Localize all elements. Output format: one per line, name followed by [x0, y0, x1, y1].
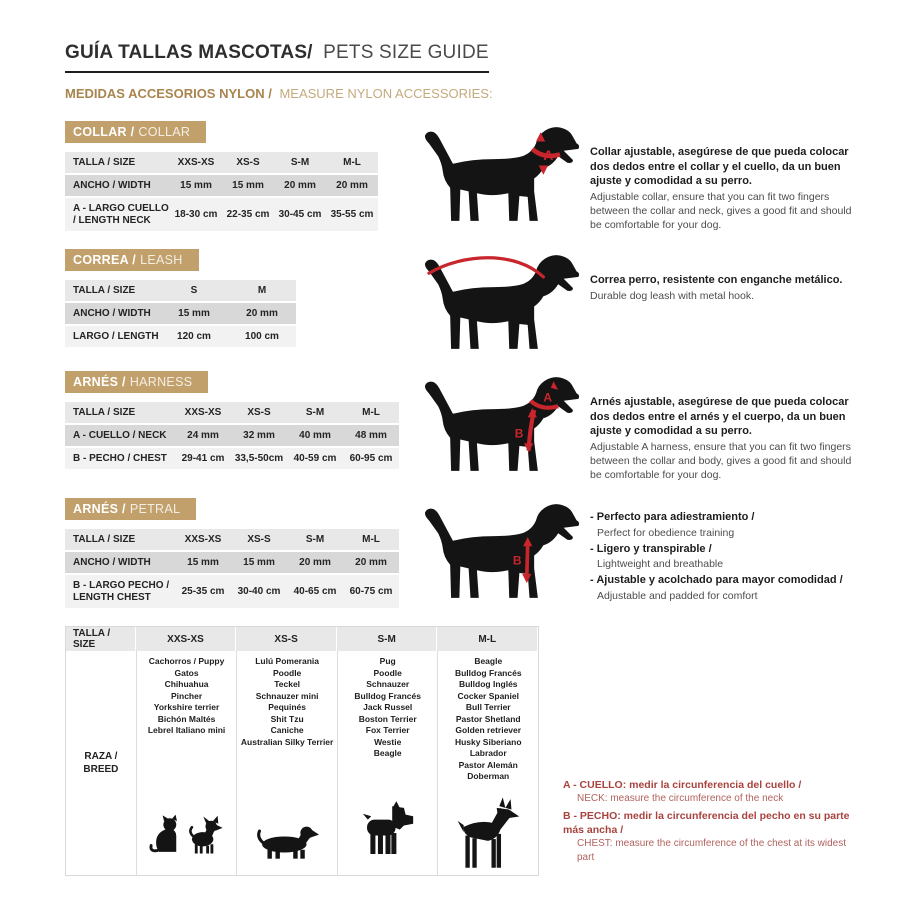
breed-name: Pastor Shetland [455, 713, 521, 724]
harness-badge-en: HARNESS [129, 375, 193, 389]
collar-desc-es: Collar ajustable, asegúrese de que pueda colocar dos dedos entre el collar y el cuello, da un buen ajuste y comodidad a su perro. [590, 146, 849, 188]
breed-name: Husky Siberiano [454, 736, 522, 747]
collar-value-cell: 30-45 cm [274, 198, 326, 231]
collar-dog-silhouette-icon [416, 117, 584, 227]
petral-bullet-es: - Ajustable y acolchado para mayor comodidad / [590, 573, 854, 588]
petral-badge-en: PETRAL [129, 502, 181, 517]
harness-value-cell: 48 mm [343, 425, 399, 446]
collar-table [65, 152, 410, 231]
leash-row-label: ANCHO / WIDTH [65, 303, 160, 324]
collar-badge [65, 121, 206, 143]
collar-value-cell: 15 mm [222, 175, 274, 196]
breed-name: Schnauzer mini [255, 690, 319, 701]
page-subtitle-en: MEASURE NYLON ACCESSORIES: [279, 86, 493, 101]
breed-name: Shit Tzu [270, 713, 304, 724]
leash-row-label: LARGO / LENGTH [65, 326, 160, 347]
leash-table-header-cell: S [160, 280, 228, 301]
petral-bullet [590, 542, 854, 572]
breed-name: Yorkshire terrier [153, 702, 220, 713]
petral-badge [65, 498, 196, 520]
doberman-silhouette-icon [455, 796, 521, 870]
petral-badge-es: ARNÉS / [73, 502, 126, 517]
collar-table-header-cell: XXS-XS [170, 152, 222, 173]
harness-value-cell: 40-59 cm [287, 448, 343, 469]
harness-value-cell: 29-41 cm [175, 448, 231, 469]
page-title [65, 42, 489, 73]
breed-name: Bulldog Francés [454, 667, 522, 678]
leash-table-header-cell: M [228, 280, 296, 301]
collar-badge-es: COLLAR / [73, 125, 135, 139]
petral-table-header-cell: XXS-XS [175, 529, 231, 550]
collar-value-cell: 35-55 cm [326, 198, 378, 231]
breed-name: Pequinés [268, 702, 307, 713]
breed-name: Golden retriever [455, 725, 522, 736]
breed-name: Beagle [474, 656, 503, 667]
breed-name: Poodle [373, 667, 402, 678]
petral-bullet [590, 510, 854, 540]
breed-name: Pug [379, 656, 396, 667]
harness-value-cell: 33,5-50cm [231, 448, 287, 469]
petral-row-label: ANCHO / WIDTH [65, 552, 175, 573]
breed-table-header-cell: S-M [337, 627, 438, 651]
breed-name: Boston Terrier [358, 713, 417, 724]
petral-table-header-cell: S-M [287, 529, 343, 550]
marker-letter-b: B [512, 553, 522, 568]
leash-value-cell: 120 cm [160, 326, 228, 347]
petral-value-cell: 40-65 cm [287, 575, 343, 608]
collar-value-cell: 15 mm [170, 175, 222, 196]
marker-letter-a: A [543, 390, 553, 405]
note-neck-es: A - CUELLO: medir la circunferencia del cuello / [563, 779, 802, 792]
petral-table [65, 529, 410, 608]
page-subtitle [65, 86, 860, 101]
harness-table-header-cell: XXS-XS [175, 402, 231, 423]
petral-table-header-cell: TALLA / SIZE [65, 529, 175, 550]
cat-silhouette-icon [149, 808, 182, 860]
breed-table-header-cell: M-L [437, 627, 538, 651]
breed-name: Pastor Alemán [458, 759, 518, 770]
collar-value-cell: 22-35 cm [222, 198, 274, 231]
breed-name: Bulldog Inglés [458, 679, 518, 690]
petral-bullet [590, 573, 854, 603]
harness-table-header-cell: M-L [343, 402, 399, 423]
breed-name: Westie [374, 736, 402, 747]
raza-breed-label: RAZA / BREED [83, 750, 119, 775]
leash-table [65, 280, 410, 347]
petral-table-header-cell: M-L [343, 529, 399, 550]
petral-value-cell: 25-35 cm [175, 575, 231, 608]
petral-value-cell: 30-40 cm [231, 575, 287, 608]
petral-value-cell: 20 mm [287, 552, 343, 573]
breed-name: Doberman [467, 771, 510, 782]
breed-name: Chihuahua [164, 679, 209, 690]
harness-table [65, 402, 410, 469]
leash-table-header-cell: TALLA / SIZE [65, 280, 160, 301]
leash-badge-en: LEASH [140, 253, 183, 267]
breed-name: Fox Terrier [365, 725, 410, 736]
chihuahua-silhouette-icon [187, 810, 224, 860]
harness-table-header-cell: XS-S [231, 402, 287, 423]
breed-name: Bichón Maltés [157, 713, 216, 724]
section-petral [65, 498, 860, 610]
schnauzer-silhouette-icon [362, 796, 414, 860]
measurement-notes [563, 778, 863, 867]
collar-row-label: A - LARGO CUELLO / LENGTH NECK [65, 198, 170, 231]
breed-size-area [65, 626, 860, 876]
breed-name: Poodle [272, 667, 302, 678]
breed-name: Lebrel Italiano mini [147, 725, 226, 736]
marker-letter-a: A [543, 147, 554, 163]
petral-bullet-es: - Ligero y transpirable / [590, 542, 854, 557]
collar-badge-en: COLLAR [138, 125, 191, 139]
petral-value-cell: 20 mm [343, 552, 399, 573]
leash-line-marker [429, 258, 543, 277]
breed-name: Gatos [174, 667, 199, 678]
breed-table-header-cell: TALLA / SIZE [66, 627, 136, 651]
leash-badge-es: CORREA / [73, 253, 137, 267]
breed-table [65, 626, 539, 876]
breed-name: Bulldog Francés [354, 690, 421, 701]
collar-value-cell: 20 mm [326, 175, 378, 196]
collar-value-cell: 18-30 cm [170, 198, 222, 231]
breed-name: Lulú Pomerania [255, 656, 319, 667]
breed-name: Beagle [373, 748, 402, 759]
petral-value-cell: 15 mm [231, 552, 287, 573]
breed-name: Pincher [170, 690, 203, 701]
leash-value-cell: 15 mm [160, 303, 228, 324]
note-neck-en: NECK: measure the circumference of the neck [577, 793, 784, 805]
collar-table-header-cell: M-L [326, 152, 378, 173]
leash-badge [65, 249, 199, 271]
harness-row-label: A - CUELLO / NECK [65, 425, 175, 446]
harness-badge [65, 371, 208, 393]
page-title-es: GUÍA TALLAS MASCOTAS/ [65, 42, 313, 63]
breed-name: Jack Russel [363, 702, 413, 713]
leash-desc-en: Durable dog leash with metal hook. [590, 289, 755, 302]
petral-bullet-en: Lightweight and breathable [597, 558, 724, 571]
petral-table-header-cell: XS-S [231, 529, 287, 550]
breed-column-s-m [337, 651, 438, 875]
petral-dog-silhouette-icon [416, 494, 584, 604]
collar-value-cell: 20 mm [274, 175, 326, 196]
breed-name: Schnauzer [366, 679, 410, 690]
marker-letter-b: B [514, 426, 524, 441]
page-subtitle-es: MEDIDAS ACCESORIOS NYLON / [65, 86, 272, 101]
note-chest-en: CHEST: measure the circumference of the chest at its widest part [577, 838, 846, 863]
section-leash [65, 249, 860, 355]
leash-value-cell: 100 cm [228, 326, 296, 347]
breed-name: Teckel [274, 679, 301, 690]
leash-value-cell: 20 mm [228, 303, 296, 324]
petral-row-label: B - LARGO PECHO / LENGTH CHEST [65, 575, 175, 608]
harness-desc-es: Arnés ajustable, asegúrese de que pueda colocar dos dedos entre el arnés y el cuerpo, da un buen ajuste y comodidad a su perro. [590, 396, 849, 438]
breed-name: Labrador [469, 748, 507, 759]
collar-table-header-cell: S-M [274, 152, 326, 173]
harness-value-cell: 32 mm [231, 425, 287, 446]
harness-value-cell: 24 mm [175, 425, 231, 446]
breed-name: Australian Silky Terrier [240, 736, 334, 747]
collar-row-label: ANCHO / WIDTH [65, 175, 170, 196]
collar-table-header-cell: XS-S [222, 152, 274, 173]
section-collar [65, 121, 860, 233]
harness-badge-es: ARNÉS / [73, 375, 126, 389]
breed-table-header-cell: XXS-XS [136, 627, 237, 651]
breed-column-xs-s [236, 651, 337, 875]
breed-column-m-l [437, 651, 538, 875]
note-neck [563, 778, 863, 806]
note-chest-es: B - PECHO: medir la circunferencia del pecho en su parte más ancha / [563, 809, 850, 836]
leash-dog-silhouette-icon [416, 245, 584, 355]
petral-value-cell: 15 mm [175, 552, 231, 573]
harness-dog-silhouette-icon [416, 367, 584, 477]
breed-name: Cocker Spaniel [457, 690, 519, 701]
breed-name: Bull Terrier [465, 702, 511, 713]
breed-table-header-cell: XS-S [236, 627, 337, 651]
dachshund-silhouette-icon [255, 820, 319, 860]
section-harness [65, 371, 860, 482]
petral-value-cell: 60-75 cm [343, 575, 399, 608]
petral-bullet-en: Perfect for obedience training [597, 526, 735, 539]
collar-table-header-cell: TALLA / SIZE [65, 152, 170, 173]
note-chest [563, 809, 863, 864]
leash-desc-es: Correa perro, resistente con enganche metálico. [590, 274, 843, 286]
breed-name: Cachorros / Puppy [148, 656, 225, 667]
page-title-en: PETS SIZE GUIDE [323, 42, 489, 63]
breed-column-xxs-xs [136, 651, 237, 875]
breed-name: Caniche [270, 725, 304, 736]
petral-bullet-en: Adjustable and padded for comfort [597, 589, 758, 602]
harness-value-cell: 60-95 cm [343, 448, 399, 469]
harness-table-header-cell: TALLA / SIZE [65, 402, 175, 423]
harness-table-header-cell: S-M [287, 402, 343, 423]
collar-desc-en: Adjustable collar, ensure that you can fit two fingers between the collar and neck, gives a good fit and should be comfortable for your dog. [590, 190, 852, 231]
harness-value-cell: 40 mm [287, 425, 343, 446]
harness-desc-en: Adjustable A harness, ensure that you can fit two fingers between the collar and body, gives a good fit and should be comfortable for your dog. [590, 440, 852, 481]
petral-bullet-es: - Perfecto para adiestramiento / [590, 510, 854, 525]
harness-row-label: B - PECHO / CHEST [65, 448, 175, 469]
